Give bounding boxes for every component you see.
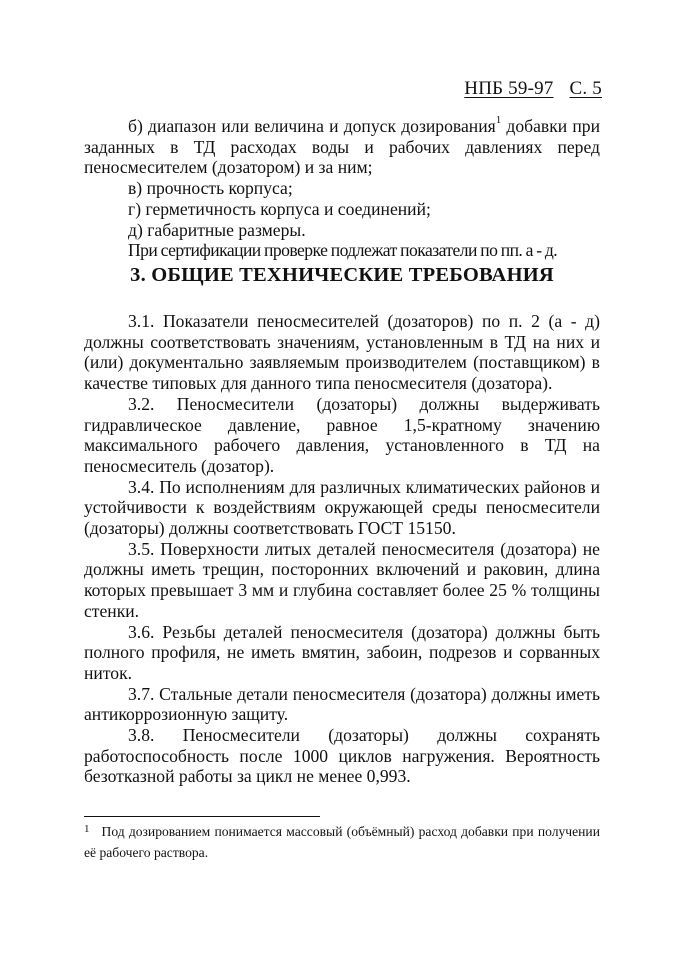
section-body — [84, 311, 600, 787]
page-header — [464, 78, 602, 100]
footnote-divider — [84, 816, 320, 817]
list-item-b — [84, 116, 600, 178]
certification-note: При сертификации проверке подлежат показатели по пп. а - д. — [128, 240, 558, 261]
paragraph-3-6: 3.6. Резьбы деталей пеносмесителя (дозатора) должны быть полного профиля, не иметь вмятин, забоин, подрезов и сорванных ниток. — [84, 621, 600, 683]
paragraph-3-5: 3.5. Поверхности литых деталей пеносмесителя (дозатора) не должны иметь трещин, посторонних включений и раковин, длина которых превышает 3 мм и глубина составляет более 25 % толщины стенки. — [84, 538, 600, 621]
paragraph-3-8: 3.8. Пеносмесители (дозаторы) должны сохранять работоспособность после 1000 циклов нагружения. Вероятность безотказной работы за цикл не менее 0,993. — [84, 725, 600, 787]
item-b-rest: добавки при заданных в ТД расходах воды и рабочих давлениях перед пеносмесителем (дозатором) и за ним; — [84, 116, 600, 178]
footnote — [84, 822, 600, 863]
intro-list — [84, 116, 600, 261]
item-b-text: б) диапазон или величина и допуск дозирования — [128, 116, 496, 136]
paragraph-3-4: 3.4. По исполнениям для различных климатических районов и устойчивости к воздействиям окружающей среды пеносмесители (дозаторы) должны соответствовать ГОСТ 15150. — [84, 476, 600, 539]
paragraph-3-2: 3.2. Пеносмесители (дозаторы) должны выдерживать гидравлическое давление, равное 1,5-кратному значению максимального рабочего давления, установленного в ТД на пеносмеситель (дозатор). — [84, 393, 600, 476]
footnote-ref: 1 — [495, 114, 502, 127]
document-code: НПБ 59-97 — [464, 78, 554, 99]
section-title: 3. ОБЩИЕ ТЕХНИЧЕСКИЕ ТРЕБОВАНИЯ — [130, 264, 554, 286]
paragraph-3-1: 3.1. Показатели пеносмесителей (дозаторов) по п. 2 (а - д) должны соответствовать значениям, установленным в ТД на них и (или) документально заявляемым производителем (поставщиком) в качестве типовых для данного типа пеносмесителя (дозатора). — [84, 311, 600, 394]
list-item-v: в) прочность корпуса; — [128, 178, 293, 199]
list-item-d: д) габаритные размеры. — [128, 219, 306, 240]
paragraph-3-7: 3.7. Стальные детали пеносмесителя (дозатора) должны иметь антикоррозионную защиту. — [84, 683, 600, 725]
footnote-mark: 1 — [84, 823, 90, 835]
list-item-g: г) герметичность корпуса и соединений; — [128, 198, 431, 219]
footnote-text: Под дозированием понимается массовый (объёмный) расход добавки при получении её рабочего раствора. — [84, 824, 600, 860]
page-number: С. 5 — [569, 78, 602, 99]
